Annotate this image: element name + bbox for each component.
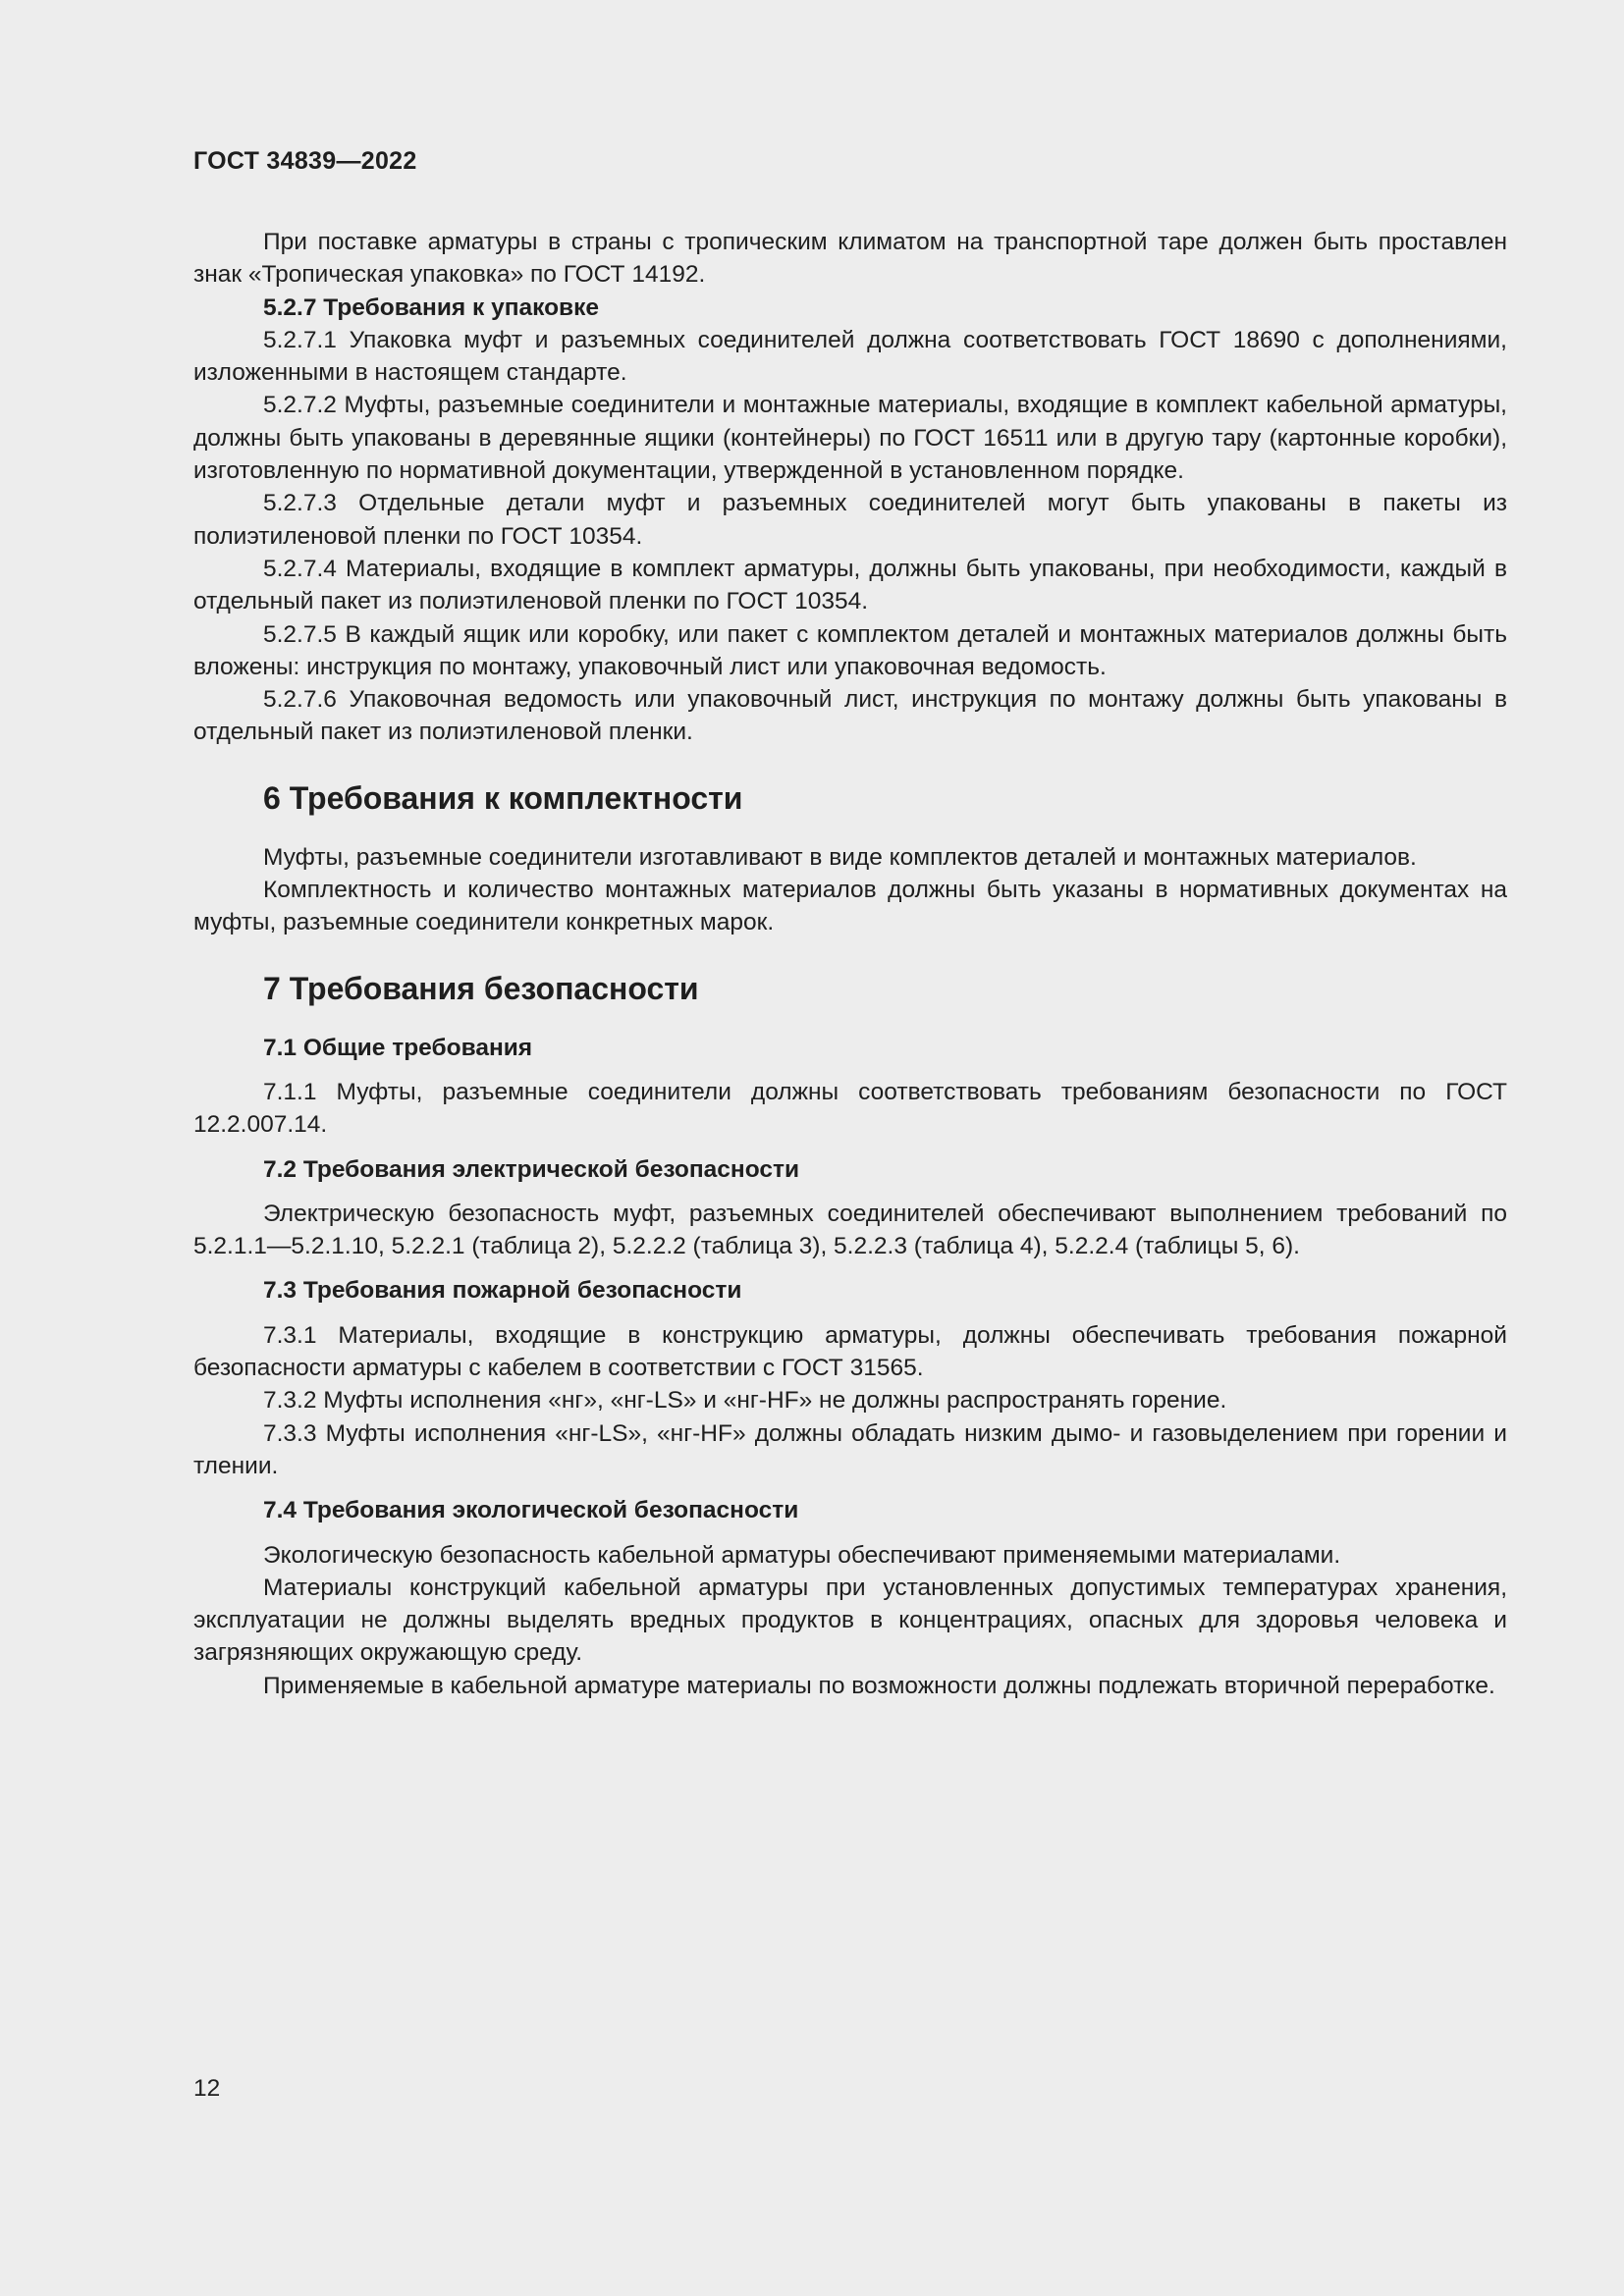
paragraph-tropical-packaging: При поставке арматуры в страны с тропическим климатом на транспортной таре должен быть проставлен знак «Тропическая упаковка» по ГОСТ 14192. bbox=[193, 229, 1507, 289]
page-number: 12 bbox=[193, 2075, 221, 2102]
paragraph-5-2-7-2: 5.2.7.2 Муфты, разъемные соединители и монтажные материалы, входящие в комплект кабельной арматуры, должны быть упакованы в деревянные ящики (контейнеры) по ГОСТ 16511 или в другую тару (картонные коробки), изготовленную по нормативной документации, утвержденной в установленном порядке. bbox=[193, 392, 1507, 485]
section-title-7: 7 Требования безопасности bbox=[263, 970, 699, 1006]
paragraph-7-4-2: Материалы конструкций кабельной арматуры при установленных допустимых температурах хранения, эксплуатации не должны выделять вредных продуктов в концентрациях, опасных для здоровья человека и загрязняющих окружающую среду. bbox=[193, 1574, 1507, 1667]
paragraph-7-4-3: Применяемые в кабельной арматуре материалы по возможности должны подлежать вторичной переработке. bbox=[263, 1672, 1495, 1699]
document-body bbox=[193, 226, 1507, 1702]
paragraph-5-2-7-3: 5.2.7.3 Отдельные детали муфт и разъемных соединителей могут быть упакованы в пакеты из полиэтиленовой пленки по ГОСТ 10354. bbox=[193, 490, 1507, 550]
document-header-code: ГОСТ 34839—2022 bbox=[193, 147, 417, 175]
paragraph-7-2-1: Электрическую безопасность муфт, разъемных соединителей обеспечивают выполнением требований по 5.2.1.1—5.2.1.10, 5.2.2.1 (таблица 2), 5.2.2.2 (таблица 3), 5.2.2.3 (таблица 4), 5.2.2.4 (таблицы 5, 6). bbox=[193, 1200, 1507, 1260]
subsection-title-7-4: 7.4 Требования экологической безопасности bbox=[263, 1497, 799, 1524]
paragraph-7-3-3: 7.3.3 Муфты исполнения «нг-LS», «нг-HF» должны обладать низким дымо- и газовыделением при горении и тлении. bbox=[193, 1419, 1507, 1479]
subsection-title-7-2: 7.2 Требования электрической безопасности bbox=[263, 1155, 800, 1183]
section-title-6: 6 Требования к комплектности bbox=[263, 779, 743, 816]
paragraph-7-4-1: Экологическую безопасность кабельной арматуры обеспечивают применяемыми материалами. bbox=[263, 1541, 1341, 1569]
paragraph-5-2-7-6: 5.2.7.6 Упаковочная ведомость или упаковочный лист, инструкция по монтажу должны быть упакованы в отдельный пакет из полиэтиленовой пленки. bbox=[193, 686, 1507, 746]
subsection-title-7-3: 7.3 Требования пожарной безопасности bbox=[263, 1277, 742, 1305]
paragraph-6-1: Муфты, разъемные соединители изготавливают в виде комплектов деталей и монтажных материалов. bbox=[263, 843, 1417, 871]
subsection-title-7-1: 7.1 Общие требования bbox=[263, 1034, 533, 1061]
paragraph-7-1-1: 7.1.1 Муфты, разъемные соединители должны соответствовать требованиям безопасности по ГОСТ 12.2.007.14. bbox=[193, 1078, 1507, 1139]
paragraph-7-3-1: 7.3.1 Материалы, входящие в конструкцию арматуры, должны обеспечивать требования пожарной безопасности арматуры с кабелем в соответствии с ГОСТ 31565. bbox=[193, 1321, 1507, 1382]
paragraph-5-2-7-4: 5.2.7.4 Материалы, входящие в комплект арматуры, должны быть упакованы, при необходимости, каждый в отдельный пакет из полиэтиленовой пленки по ГОСТ 10354. bbox=[193, 555, 1507, 615]
subsection-title-5-2-7: 5.2.7 Требования к упаковке bbox=[263, 294, 599, 321]
paragraph-5-2-7-1: 5.2.7.1 Упаковка муфт и разъемных соединителей должна соответствовать ГОСТ 18690 с дополнениями, изложенными в настоящем стандарте. bbox=[193, 326, 1507, 387]
paragraph-5-2-7-5: 5.2.7.5 В каждый ящик или коробку, или пакет с комплектом деталей и монтажных материалов должны быть вложены: инструкция по монтажу, упаковочный лист или упаковочная ведомость. bbox=[193, 620, 1507, 680]
paragraph-6-2: Комплектность и количество монтажных материалов должны быть указаны в нормативных документах на муфты, разъемные соединители конкретных марок. bbox=[193, 877, 1507, 936]
paragraph-7-3-2: 7.3.2 Муфты исполнения «нг», «нг-LS» и «нг-HF» не должны распространять горение. bbox=[263, 1387, 1227, 1415]
